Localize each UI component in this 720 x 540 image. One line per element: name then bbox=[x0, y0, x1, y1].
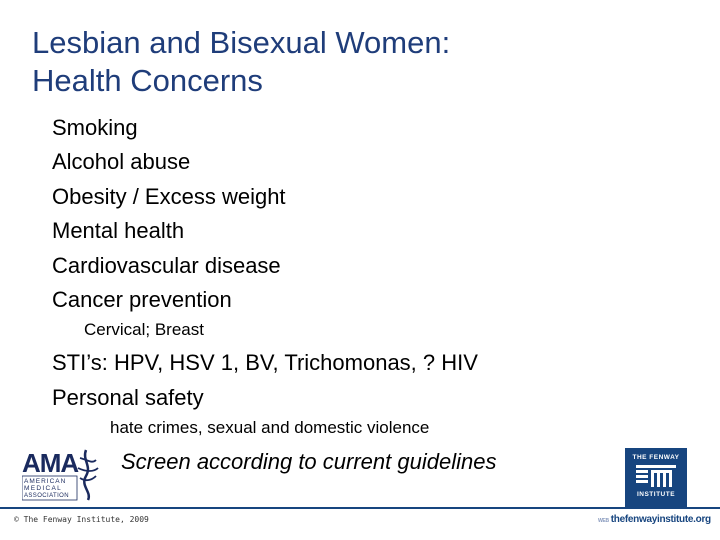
fenway-logo-top: THE FENWAY bbox=[632, 454, 680, 461]
web-prefix: WEB bbox=[598, 518, 609, 524]
fenway-logo-bottom: INSTITUTE bbox=[636, 491, 676, 498]
ama-logo-text: AMA bbox=[22, 448, 79, 478]
bullet-mental-health: Mental health bbox=[52, 218, 185, 243]
bullet-smoking: Smoking bbox=[52, 115, 138, 140]
sub-bullet-cervical-breast: Cervical; Breast bbox=[84, 320, 204, 339]
ama-line-1: AMERICAN bbox=[24, 478, 67, 485]
title-line-2: Health Concerns bbox=[32, 63, 263, 98]
bullet-cardiovascular: Cardiovascular disease bbox=[52, 253, 281, 278]
website-link[interactable] bbox=[598, 514, 711, 525]
sub-bullet-violence: hate crimes, sexual and domestic violence bbox=[110, 418, 430, 437]
bullet-screen-guidelines: Screen according to current guidelines bbox=[121, 449, 497, 474]
bullet-alcohol-abuse: Alcohol abuse bbox=[52, 149, 191, 174]
bullet-personal-safety: Personal safety bbox=[52, 385, 204, 410]
ama-caduceus-icon bbox=[84, 450, 89, 500]
copyright-text: © The Fenway Institute, 2009 bbox=[14, 515, 149, 524]
ama-logo bbox=[22, 446, 104, 502]
ama-line-3: ASSOCIATION bbox=[24, 493, 69, 499]
fenway-emblem-icon bbox=[636, 465, 676, 487]
bullet-cancer-prevention: Cancer prevention bbox=[52, 287, 232, 312]
bullet-obesity: Obesity / Excess weight bbox=[52, 184, 286, 209]
fenway-institute-logo bbox=[625, 448, 687, 508]
title-line-1: Lesbian and Bisexual Women: bbox=[32, 25, 451, 60]
website-url: thefenwayinstitute.org bbox=[610, 514, 711, 525]
bullet-sti: STI’s: HPV, HSV 1, BV, Trichomonas, ? HIV bbox=[52, 350, 478, 375]
ama-line-2: MEDICAL bbox=[24, 485, 62, 492]
footer-divider bbox=[0, 507, 720, 509]
